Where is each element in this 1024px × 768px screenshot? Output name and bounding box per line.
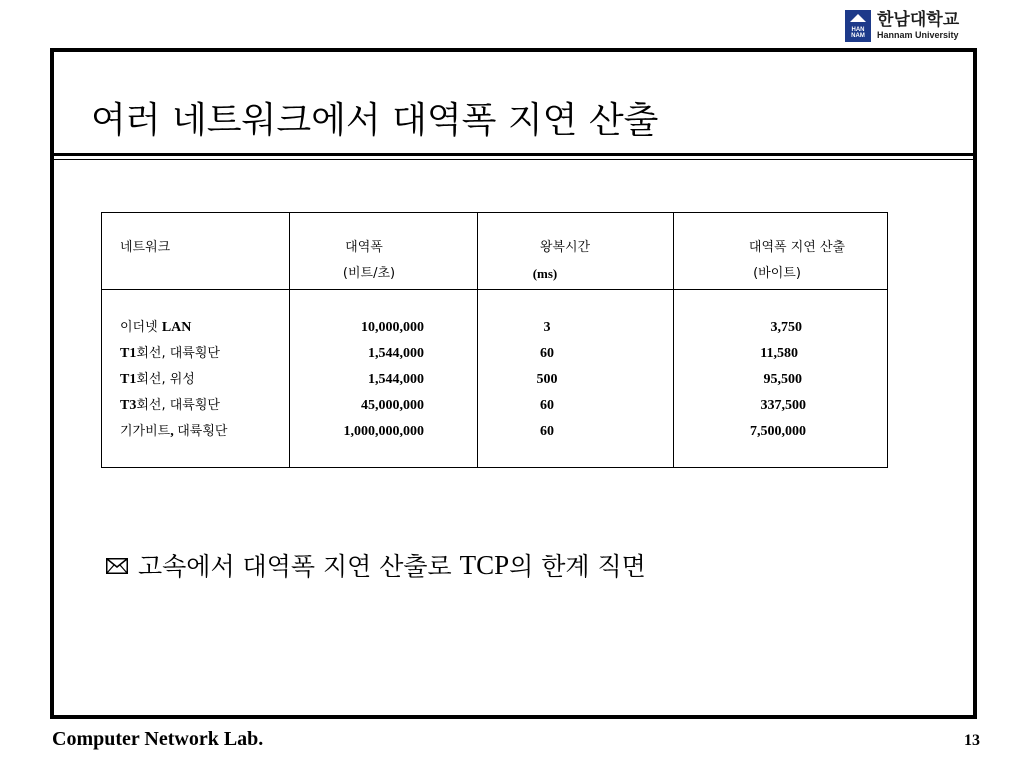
table-row-network: T3회선, 대륙횡단 bbox=[120, 398, 220, 413]
table-cell-product: 7,500,000 bbox=[750, 424, 806, 439]
header-bandwidth-unit: (비트/초) bbox=[342, 266, 396, 281]
slide-title: 여러 네트워크에서 대역폭 지연 산출 bbox=[91, 100, 659, 141]
table-cell-product: 3,750 bbox=[770, 320, 802, 335]
header-rtt: 왕복시간 bbox=[539, 240, 591, 255]
header-network: 네트워크 bbox=[120, 240, 171, 255]
table-cell-rtt: 60 bbox=[540, 398, 554, 413]
table-cell-bandwidth: 1,000,000,000 bbox=[343, 424, 424, 439]
table-cell-product: 95,500 bbox=[763, 372, 802, 387]
header-bandwidth: 대역폭 bbox=[345, 240, 383, 255]
table-cell-product: 337,500 bbox=[760, 398, 806, 413]
header-product: 대역폭 지연 산출 bbox=[748, 240, 846, 255]
table-cell-rtt: 60 bbox=[540, 424, 554, 439]
bullet-text-end: 의 한계 직면 bbox=[509, 552, 646, 581]
header-rtt-unit: (ms) bbox=[532, 266, 558, 281]
logo-name-english: Hannam University bbox=[877, 30, 959, 40]
table-row-network: T1회선, 위성 bbox=[120, 372, 195, 387]
table-row-network: 이더넷 LAN bbox=[120, 320, 192, 335]
table-cell-bandwidth: 1,544,000 bbox=[368, 346, 424, 361]
logo-name-korean: 한남대학교 bbox=[877, 10, 960, 30]
table-cell-product: 11,580 bbox=[760, 346, 798, 361]
table-cell-bandwidth: 10,000,000 bbox=[361, 320, 424, 335]
table-row-network: 기가비트, 대륙횡단 bbox=[120, 424, 228, 439]
header-divider bbox=[102, 289, 887, 290]
table-cell-rtt: 60 bbox=[540, 346, 554, 361]
column-divider bbox=[477, 213, 478, 467]
column-divider bbox=[289, 213, 290, 467]
table-row-network: T1회선, 대륙횡단 bbox=[120, 346, 220, 361]
table-cell-bandwidth: 45,000,000 bbox=[361, 398, 424, 413]
column-divider bbox=[673, 213, 674, 467]
table-cell-rtt: 3 bbox=[543, 320, 551, 335]
bullet-text-tcp: TCP bbox=[459, 549, 510, 580]
footer-lab-name: Computer Network Lab. bbox=[52, 728, 264, 750]
university-logo bbox=[845, 8, 980, 44]
title-divider-thin bbox=[54, 159, 973, 160]
slide-frame bbox=[50, 48, 977, 719]
university-emblem-icon: HAN NAM bbox=[845, 10, 871, 42]
title-divider bbox=[54, 153, 973, 156]
bullet-text: 고속에서 대역폭 지연 산출로 bbox=[138, 552, 460, 581]
page-number: 13 bbox=[964, 732, 980, 749]
header-product-unit: (바이트) bbox=[753, 266, 801, 281]
bandwidth-delay-table bbox=[101, 212, 888, 468]
envelope-icon bbox=[106, 558, 128, 574]
table-cell-rtt: 500 bbox=[536, 372, 558, 387]
table-cell-bandwidth: 1,544,000 bbox=[368, 372, 424, 387]
bullet-point bbox=[106, 547, 646, 583]
